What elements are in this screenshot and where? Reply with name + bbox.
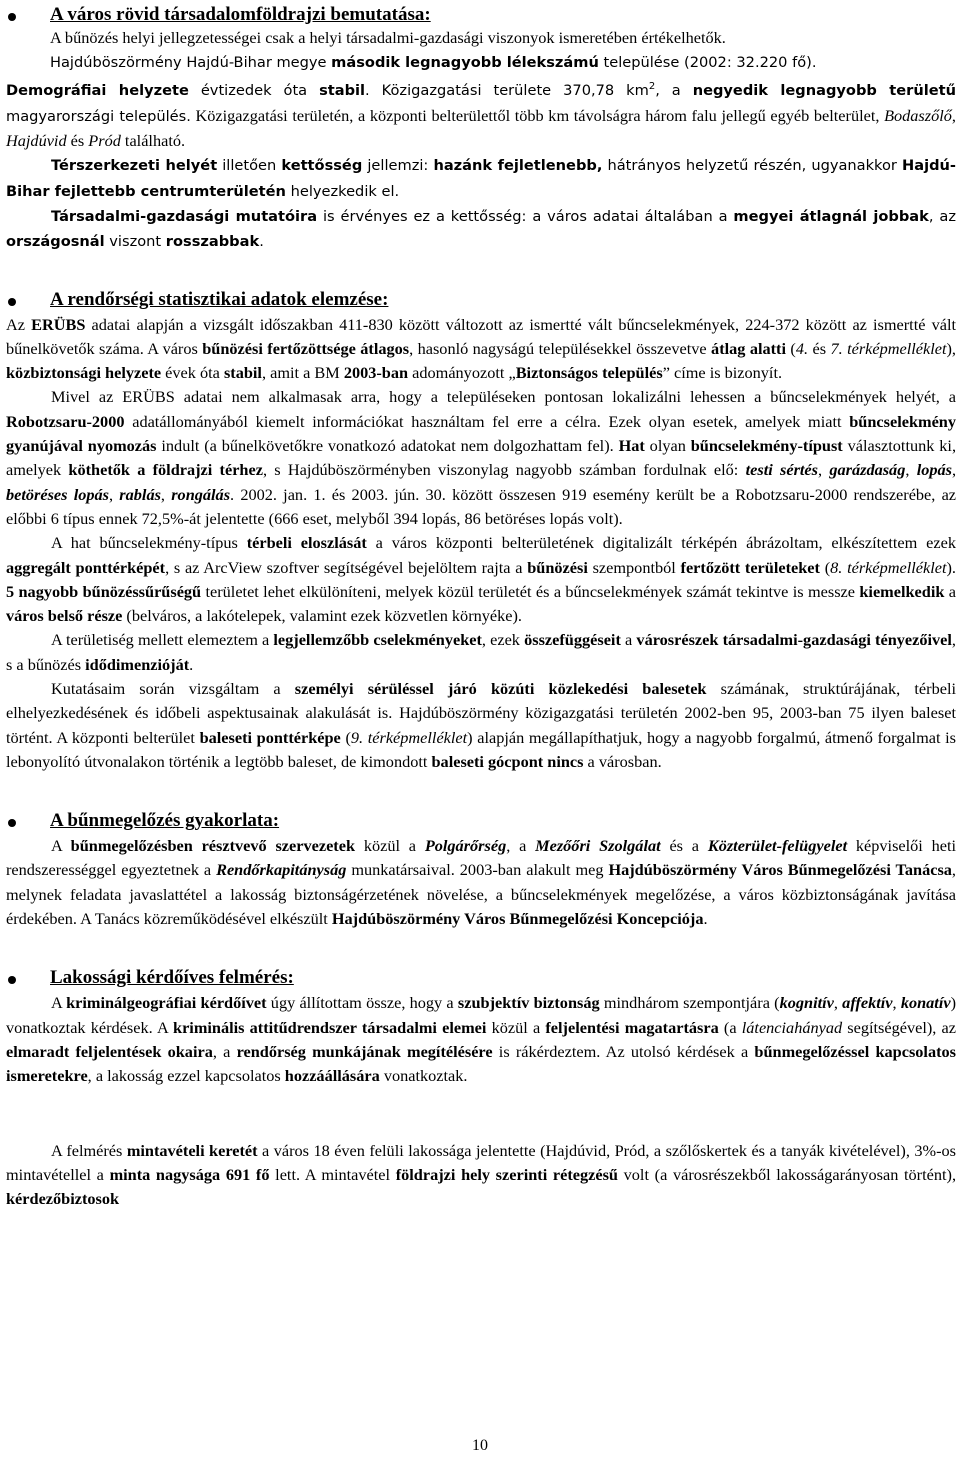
paragraph: Kutatásaim során vizsgáltam a személyi sérüléssel járó közúti közlekedési balesetek számának, struktúrájának, térbeli elhelyezkedésének és időbeli aspektusainak alakulását is. Hajdúböszörmény közigazgatási területén 2002-ben 95, 2003-ban 75 ilyen baleset történt. A központi belterület baleseti ponttérképe (9. térképmelléklet) alapján megállapíthatjuk, hogy a nagyobb forgalmú, átmenő forgalmat is lebonyolító útvonalakon történik a legtöbb baleset, de kimondott baleseti gócpont nincs a városban. xyxy=(6,678,957,771)
paragraph: Demográfiai helyzete évtizedek óta stabil. Közigazgatási területe 370,78 $km^2$, a negyedik legnagyobb területű magyarországi település. Közigazgatási területén, a központi belterülettől több km távolságra három falu jellegű egyéb belterület, Bodaszőlő, Hajdúvid és Pród található. xyxy=(6,81,956,151)
paragraph: A bűnmegelőzésben résztvevő szervezetek közül a Polgárőrség, a Mezőőri Szolgálat és a Közterület-felügyelet képviselői heti rendszerességgel egyeztetnek a Rendőrkapitányság munkatársaival. 2003-ban alakult meg Hajdúböszörmény Város Bűnmegelőzési Tanácsa, melynek feladata javaslattétel a lakosság biztonságérzetének növelése, a bűncselekmények megelőzése, a város közbiztonságának javítása érdekében. A Tanács közreműködésével elkészült Hajdúböszörmény Város Bűnmegelőzési Koncepciója. xyxy=(6,836,957,929)
paragraph: A felmérés mintavételi keretét a város 18 éven felüli lakossága jelentette (Hajdúvid, Pród, a szőlőskertek és a tanyák kivételével), 3%-os mintavétellel a minta nagysága 691 fő lett. A mintavétel földrajzi hely szerinti rétegzésű volt (a városrészekből lakosságarányosan történt), kérdezőbiztosok xyxy=(6,1140,957,1209)
bullet-icon xyxy=(8,976,16,984)
paragraph: A hat bűncselekmény-típus térbeli eloszlását a város központi belterületének digitalizált térképén ábrázoltam, elkészítettem ezek aggregált ponttérképét, s az ArcView szoftver segítségével bejelöltem rajta a bűnözési szempontból fertőzött területeket (8. térképmelléklet). 5 nagyobb bűnözéssűrűségű területet lehet elkülöníteni, melyek közül területét és a bűncselekmények számát tekintve is messze kiemelkedik a város belső része (belváros, a lakótelepek, valamint ezek közvetlen környéke). xyxy=(6,533,957,626)
section-heading-row xyxy=(6,967,956,991)
section-heading-row xyxy=(6,4,956,26)
document-page xyxy=(6,0,956,1211)
section-heading: A város rövid társadalomföldrajzi bemutatása: xyxy=(50,4,431,25)
section-heading-row xyxy=(6,810,956,834)
paragraph: A bűnözés helyi jellegzetességei csak a helyi társadalmi-gazdasági viszonyok ismeretében értékelhetők. Hajdúböszörmény Hajdú-Bihar megye második legnagyobb lélekszámú települése (2002: 32.220 fő). xyxy=(50,28,817,72)
paragraph: A kriminálgeográfiai kérdőívet úgy állítottam össze, hogy a szubjektív biztonság mindhárom szempontjára (kognitív, affektív, konatív) vonatkoztak kérdések. A kriminális attitűdrendszer társadalmi elemei közül a feljelentési magatartásra (a látenciahányad segítségével), az elmaradt feljelentések okaira, a rendőrség munkájának megítélésére is rákérdeztem. Az utolsó kérdések a bűnmegelőzéssel kapcsolatos ismeretekre, a lakosság ezzel kapcsolatos hozzáállására vonatkoztak. xyxy=(6,993,957,1086)
section-heading: A bűnmegelőzés gyakorlata: xyxy=(50,810,280,832)
section-heading: A rendőrségi statisztikai adatok elemzése: xyxy=(50,288,389,310)
paragraph: Térszerkezeti helyét illetően kettősség jellemzi: hazánk fejletlenebb, hátrányos helyzetű részén, ugyanakkor Hajdú-Bihar fejlettebb centrumterületén helyezkedik el. xyxy=(6,157,956,200)
section-heading-row xyxy=(6,289,956,313)
paragraph: Társadalmi-gazdasági mutatóira is érvényes ez a kettősség: a város adatai általában a megyei átlagnál jobbak, az országosnál viszont rosszabbak. xyxy=(6,207,956,251)
paragraph: Mivel az ERÜBS adatai nem alkalmasak arra, hogy a településeken pontosan lokalizálni lehessen a bűncselekmények helyét, a Robotzsaru-2000 adatállományából kiemelt információkat használtam fel erre a célra. Ezek olyan esetek, amelyek miatt bűncselekmény gyanújával nyomozás indult (a bűnelkövetőkre vonatkozó adatokat nem dolgozhattam fel). Hat olyan bűncselekmény-típust választottunk ki, amelyek köthetők a földrajzi térhez, s Hajdúböszörményben viszonylag nagyobb számban fordulnak elő: testi sértés, garázdaság, lopás, betöréses lopás, rablás, rongálás. 2002. jan. 1. és 2003. jún. 30. között összesen 919 esemény került be a Robotzsaru-2000 rendszerébe, az előbbi 6 típus ennek 72,5%-át jelentette (666 eset, melyből 394 lopás, 86 betöréses lopás volt). xyxy=(6,387,957,528)
paragraph: Az ERÜBS adatai alapján a vizsgált időszakban 411-830 között változott az ismertté vált bűncselekmények, 224-372 között az ismertté vált bűnelkövetők száma. A város bűnözési fertőzöttsége átlagos, hasonló nagyságú településekkel összevetve átlag alatti (4. és 7. térképmelléklet), közbiztonsági helyzete évek óta stabil, amit a BM 2003-ban adományozott „Biztonságos település” címe is bizonyít. xyxy=(6,314,957,383)
section-social-geography xyxy=(6,4,956,255)
section-police-statistics xyxy=(6,289,956,775)
bullet-icon xyxy=(8,298,16,306)
page-number: 10 xyxy=(472,1437,488,1454)
bullet-icon xyxy=(8,13,16,21)
section-crime-prevention xyxy=(6,810,956,931)
bullet-icon xyxy=(8,819,16,827)
section-heading: Lakossági kérdőíves felmérés: xyxy=(50,967,294,989)
section-survey xyxy=(6,967,956,1211)
paragraph: A területiség mellett elemeztem a legjellemzőbb cselekményeket, ezek összefüggéseit a városrészek társadalmi-gazdasági tényezőivel, s a bűnözés idődimenzióját. xyxy=(6,630,956,674)
